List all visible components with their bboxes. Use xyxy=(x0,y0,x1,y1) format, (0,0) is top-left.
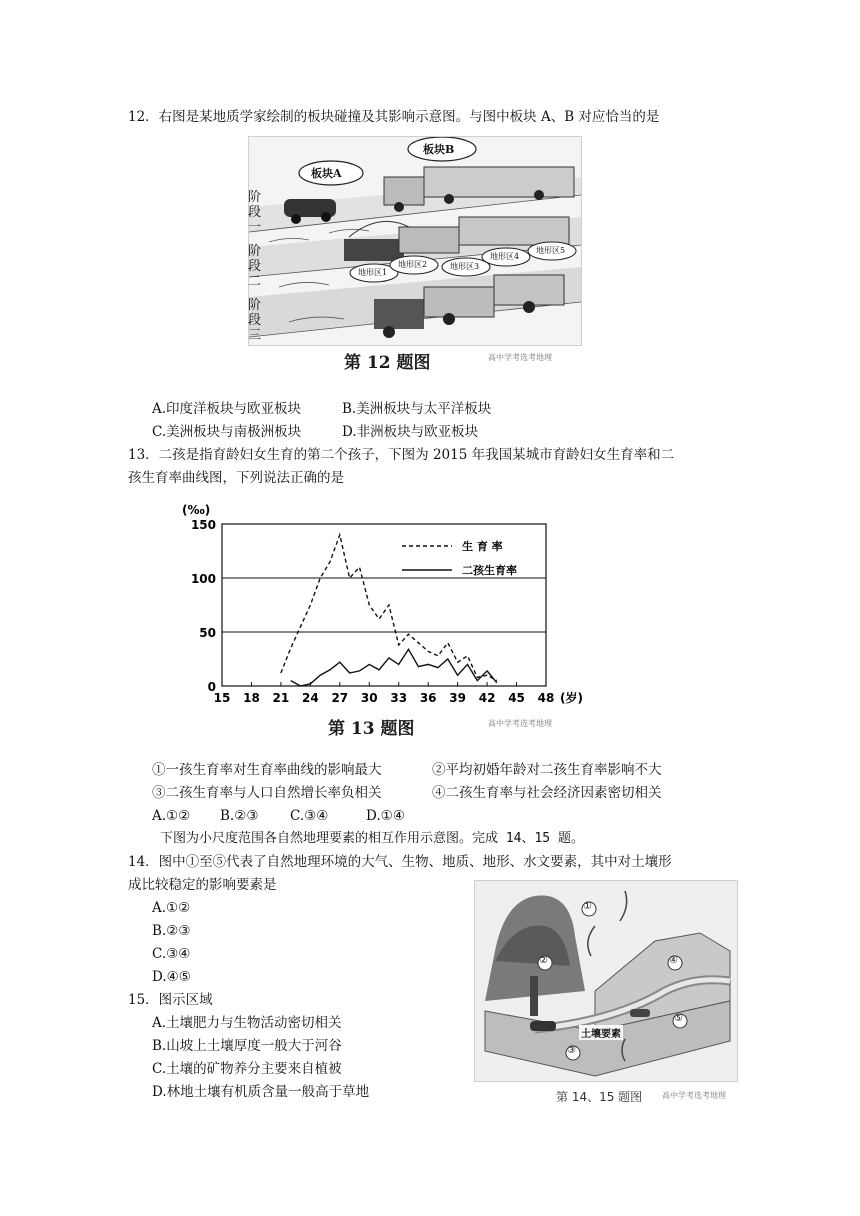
figure-14-15-caption: 第 14、15 题图 xyxy=(556,1090,643,1104)
series-line-2 xyxy=(291,649,497,686)
q12-option-c[interactable]: C.美洲板块与南极洲板块 xyxy=(152,424,302,440)
marker-4: ④ xyxy=(669,955,678,966)
q13-statement-4: ④二孩生育率与社会经济因素密切相关 xyxy=(432,785,662,801)
y-axis-label: (‰) xyxy=(182,503,211,517)
marker-1: ① xyxy=(583,901,592,912)
y-tick-label: 150 xyxy=(190,518,216,532)
q14-15-intro: 下图为小尺度范围各自然地理要素的相互作用示意图。完成 14、15 题。 xyxy=(160,831,584,846)
fertility-chart xyxy=(180,496,600,710)
legend-label-2: 二孩生育率 xyxy=(462,564,517,577)
zone-label: 地形区4 xyxy=(490,252,520,261)
plate-collision-sketch xyxy=(249,137,581,345)
plate-b-label: 板块B xyxy=(423,143,455,156)
q12-option-d[interactable]: D.非洲板块与欧亚板块 xyxy=(342,424,479,440)
watermark: 高中学考选考地理 xyxy=(662,1091,726,1100)
figure-12-caption: 第 12 题图 xyxy=(344,353,431,373)
marker-5: ⑤ xyxy=(674,1013,683,1024)
x-tick-label: 42 xyxy=(478,691,496,705)
zone-label: 地形区5 xyxy=(536,246,566,255)
q15-option-b[interactable]: B.山坡上土壤厚度一般大于河谷 xyxy=(152,1038,342,1054)
plate-collision-figure xyxy=(248,136,582,346)
x-tick-label: 33 xyxy=(390,691,408,705)
q13-stem-line2: 孩生育率曲线图，下列说法正确的是 xyxy=(128,470,344,486)
q13-option-a[interactable]: A.①② xyxy=(152,808,191,824)
q13-option-b[interactable]: B.②③ xyxy=(220,808,259,824)
q15-option-c[interactable]: C.土壤的矿物养分主要来自植被 xyxy=(152,1061,342,1077)
y-tick-label: 50 xyxy=(199,626,216,640)
q12-option-a[interactable]: A.印度洋板块与欧亚板块 xyxy=(152,401,302,417)
q14-option-d[interactable]: D.④⑤ xyxy=(152,969,191,985)
x-tick-label: 18 xyxy=(243,691,260,705)
x-tick-label: 45 xyxy=(508,691,525,705)
marker-2: ② xyxy=(539,955,548,966)
x-tick-label: 24 xyxy=(302,691,319,705)
x-tick-label: 36 xyxy=(419,691,437,705)
q13-statement-2: ②平均初婚年龄对二孩生育率影响不大 xyxy=(432,762,662,778)
q14-option-a[interactable]: A.①② xyxy=(152,900,191,916)
q13-statement-1: ①一孩生育率对生育率曲线的影响最大 xyxy=(152,762,382,778)
soil-element-label: 土壤要素 xyxy=(579,1025,623,1040)
q15-option-d[interactable]: D.林地土壤有机质含量一般高于草地 xyxy=(152,1084,370,1100)
y-tick-label: 100 xyxy=(190,572,216,586)
x-axis-label: (岁) xyxy=(560,691,583,705)
legend-label-1: 生 育 率 xyxy=(462,540,503,553)
x-tick-label: 27 xyxy=(331,691,349,705)
zone-label: 地形区1 xyxy=(358,268,388,277)
marker-3: ③ xyxy=(567,1045,576,1056)
q14-stem-line1: 14．图中①至⑤代表了自然地理环境的大气、生物、地质、地形、水文要素，其中对土壤形 xyxy=(128,854,672,870)
x-tick-label: 30 xyxy=(360,691,378,705)
q12-option-b[interactable]: B.美洲板块与太平洋板块 xyxy=(342,401,492,417)
stage-2-label: 阶段二 xyxy=(248,244,262,289)
q14-stem-line2: 成比较稳定的影响要素是 xyxy=(128,877,277,893)
x-tick-label: 21 xyxy=(272,691,290,705)
q15-option-a[interactable]: A.土壤肥力与生物活动密切相关 xyxy=(152,1015,342,1031)
stage-1-label: 阶段一 xyxy=(248,190,262,235)
q14-option-c[interactable]: C.③④ xyxy=(152,946,191,962)
x-tick-label: 15 xyxy=(213,691,231,705)
watermark: 高中学考选考地理 xyxy=(488,719,552,728)
figure-13-caption: 第 13 题图 xyxy=(328,719,415,739)
q13-statement-3: ③二孩生育率与人口自然增长率负相关 xyxy=(152,785,382,801)
zone-label: 地形区3 xyxy=(450,262,480,271)
q13-option-d[interactable]: D.①④ xyxy=(366,808,405,824)
watermark: 高中学考选考地理 xyxy=(488,353,552,362)
q15-stem: 15．图示区域 xyxy=(128,992,213,1008)
soil-elements-figure xyxy=(474,880,738,1082)
stage-3-label: 阶段三 xyxy=(248,298,262,343)
plate-a-label: 板块A xyxy=(311,167,342,180)
soil-landscape-sketch xyxy=(475,881,737,1081)
q12-stem: 12．右图是某地质学家绘制的板块碰撞及其影响示意图。与图中板块 A、B 对应恰当的是 xyxy=(128,109,660,125)
zone-label: 地形区2 xyxy=(398,260,428,269)
q14-option-b[interactable]: B.②③ xyxy=(152,923,191,939)
x-tick-label: 39 xyxy=(449,691,466,705)
q13-stem-line1: 13．二孩是指育龄妇女生育的第二个孩子，下图为 2015 年我国某城市育龄妇女生育率和二 xyxy=(128,447,675,463)
y-tick-label: 0 xyxy=(207,680,216,694)
x-tick-label: 48 xyxy=(537,691,555,705)
q13-option-c[interactable]: C.③④ xyxy=(290,808,329,824)
